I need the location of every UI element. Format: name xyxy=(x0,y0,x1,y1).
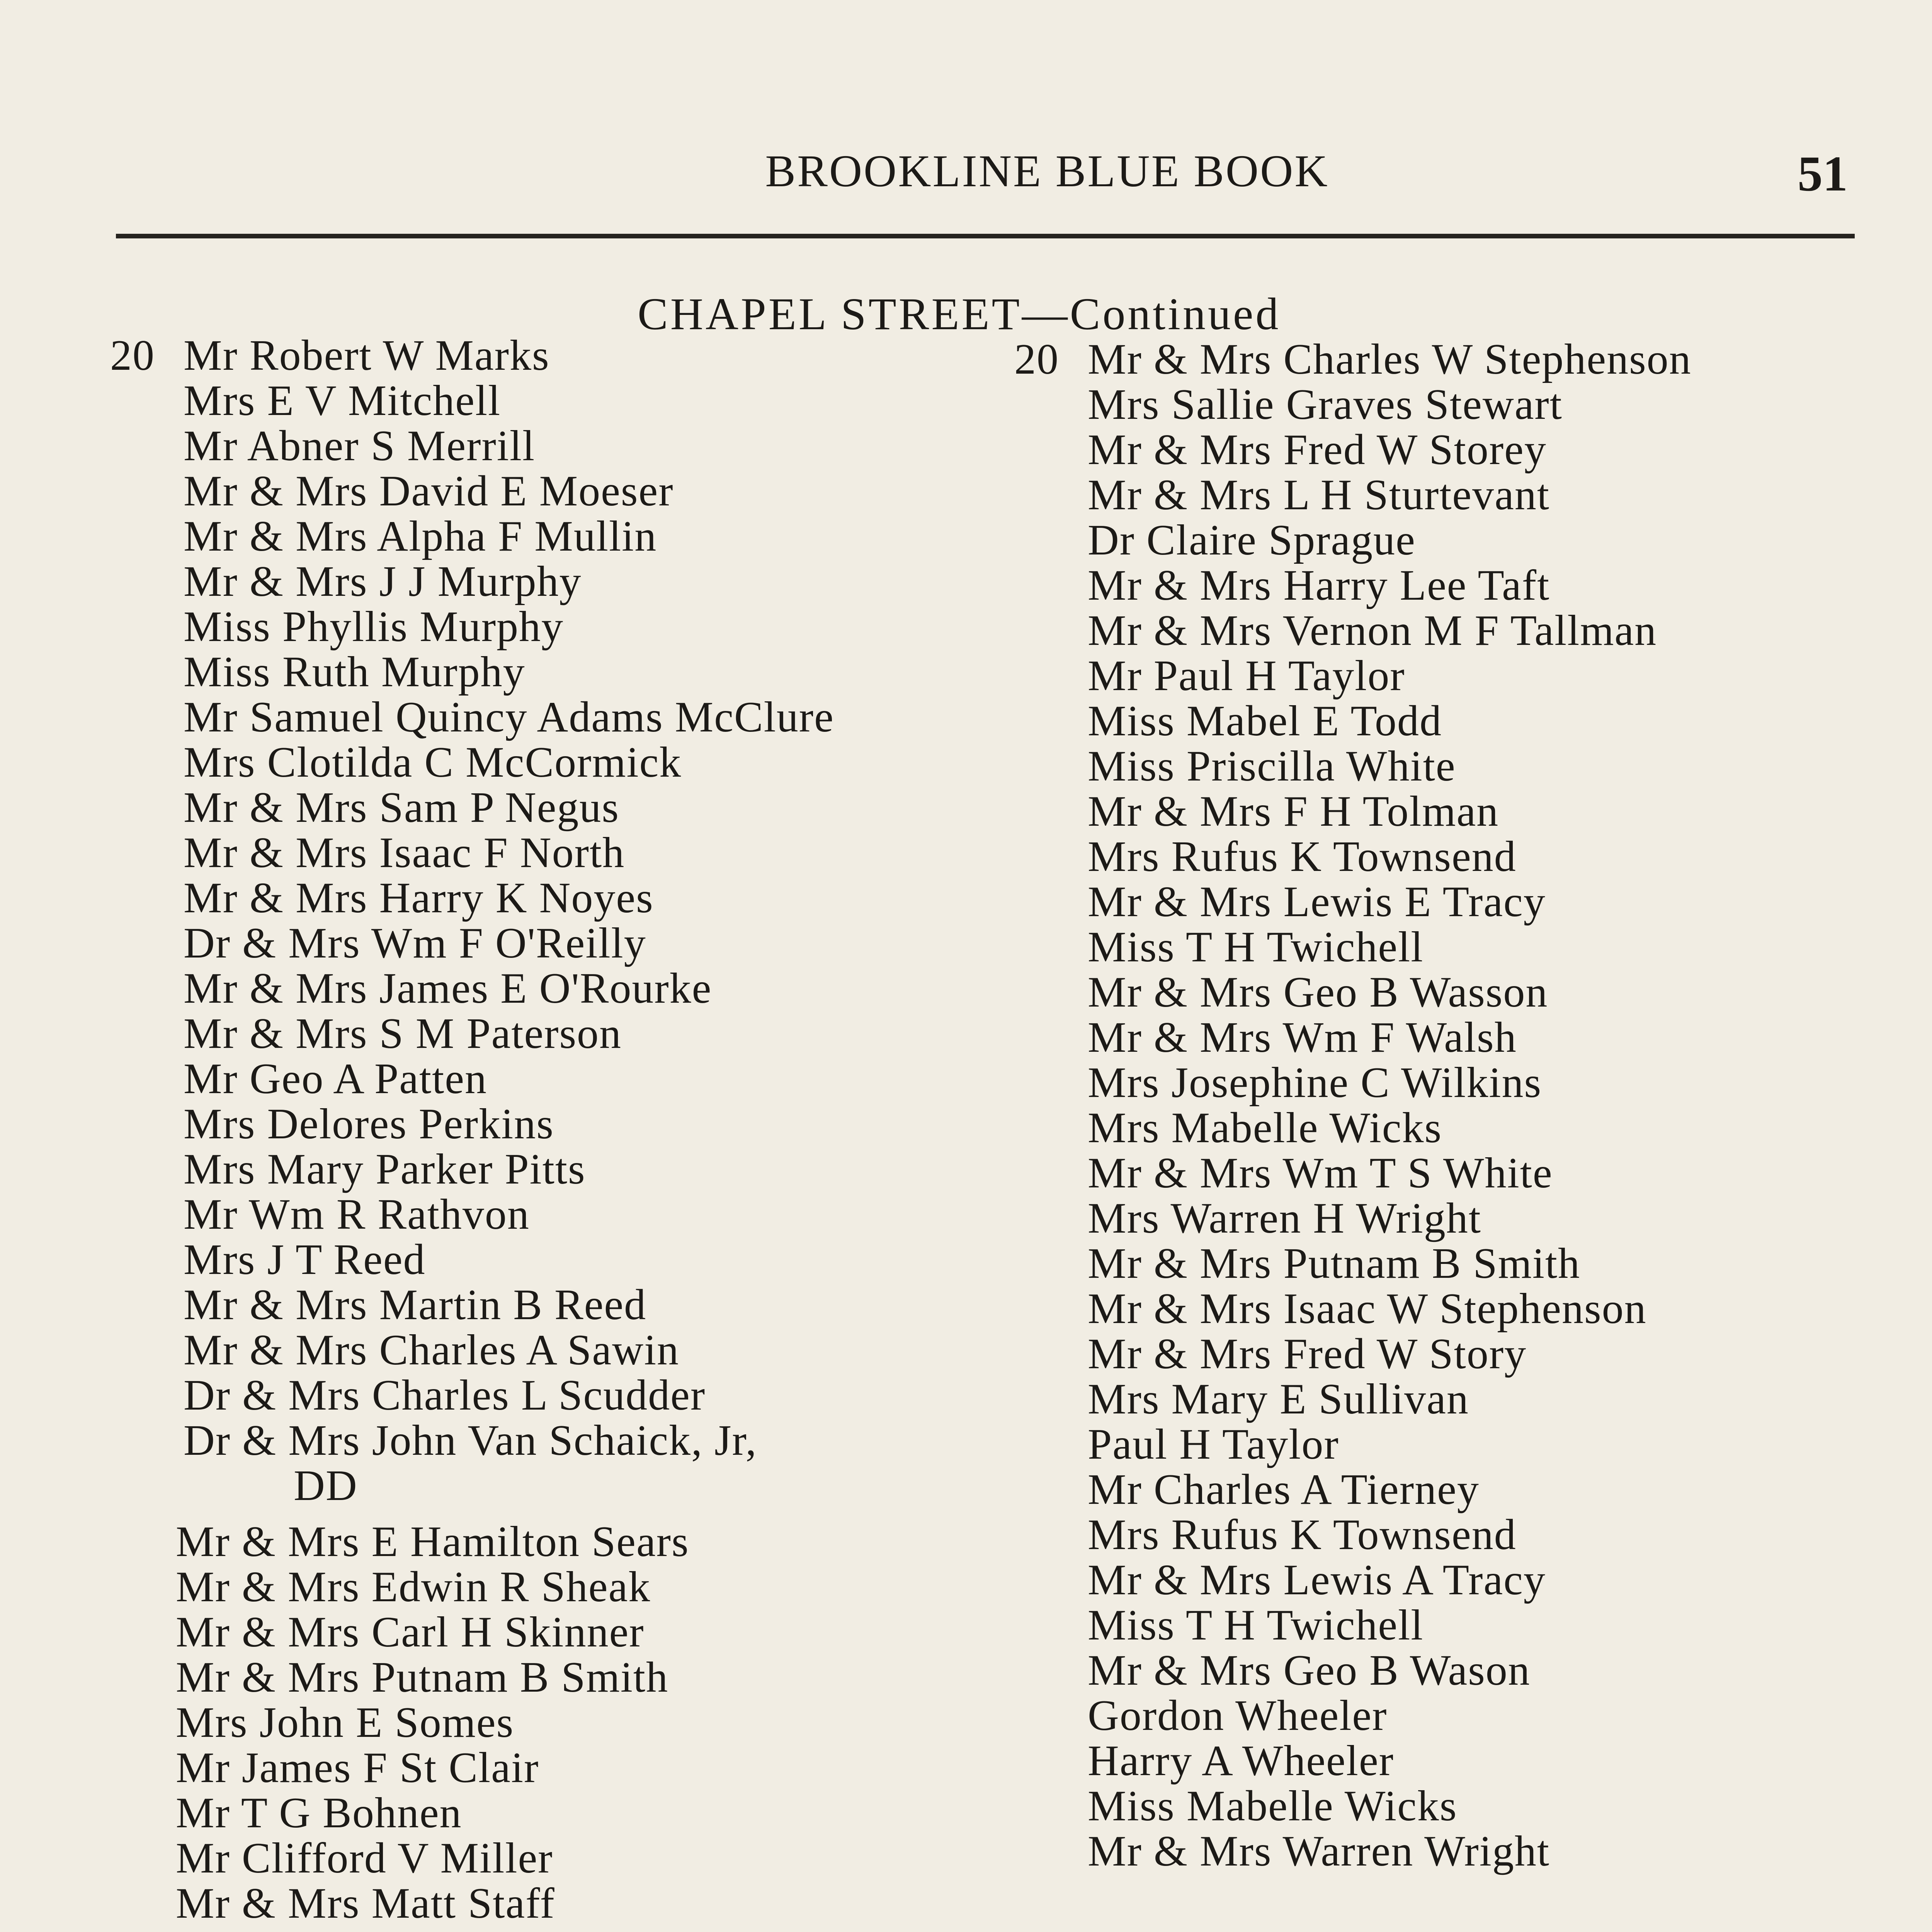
directory-entry: Mr T G Bohnen xyxy=(176,1789,462,1837)
directory-entry: Mr James F St Clair xyxy=(176,1744,539,1792)
resident-name: Mr & Mrs Warren Wright xyxy=(1088,1827,1550,1875)
directory-entry xyxy=(1014,789,1932,834)
directory-entry xyxy=(110,740,999,785)
resident-name: Miss T H Twichell xyxy=(1088,923,1424,971)
resident-name: Mr & Mrs F H Tolman xyxy=(1088,787,1499,835)
directory-entry xyxy=(1014,1467,1932,1512)
directory-entry xyxy=(1014,744,1932,789)
directory-entry xyxy=(1014,563,1932,608)
directory-entry: Mr Clifford V Miller xyxy=(176,1834,553,1882)
directory-entry xyxy=(110,1147,999,1192)
directory-entry xyxy=(110,559,999,604)
directory-entry xyxy=(110,378,999,423)
resident-name: Dr & Mrs John Van Schaick, Jr, xyxy=(184,1417,757,1464)
resident-name: Mrs Josephine C Wilkins xyxy=(1088,1059,1542,1107)
directory-entry xyxy=(110,695,999,740)
resident-name: Mr Samuel Quincy Adams McClure xyxy=(184,693,834,741)
directory-entry xyxy=(1014,699,1932,744)
directory-entry xyxy=(110,650,999,695)
resident-name: Mr & Mrs Geo B Wason xyxy=(1088,1646,1531,1694)
directory-entry xyxy=(1014,608,1932,653)
resident-name: Mr & Mrs Martin B Reed xyxy=(184,1281,647,1329)
resident-name: Mr & Mrs Charles A Sawin xyxy=(184,1326,680,1374)
resident-name: Mr & Mrs Geo B Wasson xyxy=(1088,968,1548,1016)
resident-name: Mr & Mrs Alpha F Mullin xyxy=(184,512,657,560)
resident-name: Mr & Mrs Lewis A Tracy xyxy=(1088,1556,1546,1604)
resident-name: Mr Charles A Tierney xyxy=(1088,1466,1480,1514)
resident-name: Miss Mabel E Todd xyxy=(1088,697,1442,745)
resident-name: Mr & Mrs Harry K Noyes xyxy=(184,874,654,922)
directory-entry xyxy=(1014,1241,1932,1286)
directory-entry xyxy=(110,966,999,1011)
resident-name: Mrs Warren H Wright xyxy=(1088,1194,1481,1242)
header-rule xyxy=(116,234,1855,238)
resident-name: Dr Claire Sprague xyxy=(1088,516,1416,564)
resident-name: Mr & Mrs L H Sturtevant xyxy=(1088,471,1550,519)
resident-name: Miss Ruth Murphy xyxy=(184,648,526,696)
directory-entry: Mr & Mrs Edwin R Sheak xyxy=(176,1563,651,1611)
resident-name: Mrs Rufus K Townsend xyxy=(1088,1511,1517,1559)
resident-name: Gordon Wheeler xyxy=(1088,1692,1388,1740)
directory-entry xyxy=(1014,1105,1932,1151)
directory-entry xyxy=(1014,1558,1932,1603)
directory-entry xyxy=(110,1373,999,1418)
resident-name: Dr & Mrs Wm F O'Reilly xyxy=(184,919,646,967)
directory-entry: Mr & Mrs Matt Staff xyxy=(176,1879,555,1927)
directory-entry xyxy=(110,604,999,650)
resident-name: Mr Geo A Patten xyxy=(184,1055,487,1103)
resident-name: Mr Wm R Rathvon xyxy=(184,1190,530,1238)
directory-entry xyxy=(1014,1829,1932,1874)
directory-entry xyxy=(110,1237,999,1282)
directory-entry xyxy=(1014,1603,1932,1648)
chapel-left-column xyxy=(110,333,999,1463)
resident-name: Mrs Rufus K Townsend xyxy=(1088,833,1517,881)
resident-name: Miss Phyllis Murphy xyxy=(184,603,564,651)
resident-name: Mrs Clotilda C McCormick xyxy=(184,738,682,786)
resident-name: Mrs Delores Perkins xyxy=(184,1100,554,1148)
resident-name: Mr & Mrs Isaac F North xyxy=(184,829,625,877)
entry-continuation: DD xyxy=(294,1462,358,1510)
resident-name: Mr & Mrs Wm T S White xyxy=(1088,1149,1553,1197)
resident-name: Mrs Sallie Graves Stewart xyxy=(1088,381,1563,429)
resident-name: Mr & Mrs Wm F Walsh xyxy=(1088,1014,1517,1061)
directory-entry xyxy=(1014,1151,1932,1196)
resident-name: Paul H Taylor xyxy=(1088,1420,1339,1468)
running-head: BROOKLINE BLUE BOOK xyxy=(765,146,1329,196)
directory-entry: Mr & Mrs E Hamilton Sears xyxy=(176,1518,689,1566)
page-number: 51 xyxy=(1798,146,1848,202)
resident-name: Mr & Mrs Isaac W Stephenson xyxy=(1088,1285,1647,1333)
directory-entry xyxy=(1014,518,1932,563)
resident-name: Mr & Mrs Charles W Stephenson xyxy=(1088,335,1692,383)
resident-name: Mr & Mrs Lewis E Tracy xyxy=(1088,878,1546,926)
resident-name: Mrs Mary Parker Pitts xyxy=(184,1145,586,1193)
directory-entry xyxy=(110,1011,999,1056)
directory-entry xyxy=(1014,1738,1932,1784)
resident-name: Mr & Mrs Fred W Story xyxy=(1088,1330,1527,1378)
directory-entry xyxy=(110,876,999,921)
directory-entry xyxy=(110,423,999,469)
resident-name: Miss Mabelle Wicks xyxy=(1088,1782,1458,1830)
directory-entry xyxy=(110,1102,999,1147)
resident-name: Mrs Mabelle Wicks xyxy=(1088,1104,1442,1152)
resident-name: Mr & Mrs James E O'Rourke xyxy=(184,964,712,1012)
house-number: 20 xyxy=(110,332,155,379)
directory-entry xyxy=(1014,653,1932,699)
chapel-left-column-cont xyxy=(176,1519,1026,1926)
chapel-right-column xyxy=(1014,337,1932,1874)
resident-name: Mr Abner S Merrill xyxy=(184,422,536,470)
directory-entry xyxy=(1014,1422,1932,1467)
directory-entry xyxy=(110,1056,999,1102)
resident-name: Miss Priscilla White xyxy=(1088,742,1456,790)
resident-name: Mrs E V Mitchell xyxy=(184,377,501,425)
directory-entry xyxy=(1014,834,1932,879)
directory-entry: Mrs John E Somes xyxy=(176,1699,514,1747)
directory-entry xyxy=(1014,879,1932,925)
directory-entry xyxy=(110,785,999,830)
resident-name: Mr & Mrs S M Paterson xyxy=(184,1010,622,1058)
resident-name: Mr & Mrs Sam P Negus xyxy=(184,784,619,832)
resident-name: Mr & Mrs Fred W Storey xyxy=(1088,426,1547,474)
directory-entry xyxy=(110,1192,999,1237)
resident-name: Mr & Mrs Vernon M F Tallman xyxy=(1088,607,1657,655)
directory-entry xyxy=(1014,337,1932,382)
resident-name: Mr & Mrs J J Murphy xyxy=(184,558,582,605)
resident-name: Mr Paul H Taylor xyxy=(1088,652,1405,700)
directory-entry xyxy=(1014,1286,1932,1332)
directory-entry xyxy=(1014,970,1932,1015)
directory-entry xyxy=(110,333,999,378)
section-heading-chapel-street: CHAPEL STREET—Continued xyxy=(638,289,1281,339)
directory-entry xyxy=(110,1418,999,1463)
directory-entry xyxy=(110,830,999,876)
resident-name: Mr & Mrs Putnam B Smith xyxy=(1088,1240,1581,1287)
house-number: 20 xyxy=(1014,335,1059,383)
directory-entry xyxy=(1014,473,1932,518)
directory-entry xyxy=(1014,1512,1932,1558)
directory-entry xyxy=(1014,427,1932,473)
directory-entry: Mr & Mrs Carl H Skinner xyxy=(176,1608,645,1656)
directory-entry xyxy=(1014,1332,1932,1377)
directory-entry xyxy=(110,921,999,966)
directory-entry xyxy=(1014,1648,1932,1693)
directory-entry xyxy=(1014,382,1932,427)
resident-name: Mr Robert W Marks xyxy=(184,332,550,379)
resident-name: Dr & Mrs Charles L Scudder xyxy=(184,1371,706,1419)
resident-name: Mrs Mary E Sullivan xyxy=(1088,1375,1469,1423)
directory-entry xyxy=(110,1328,999,1373)
resident-name: Harry A Wheeler xyxy=(1088,1737,1394,1785)
resident-name: Mr & Mrs Harry Lee Taft xyxy=(1088,561,1550,609)
directory-entry xyxy=(1014,1784,1932,1829)
resident-name: Mrs J T Reed xyxy=(184,1236,426,1284)
directory-entry xyxy=(110,469,999,514)
resident-name: Mr & Mrs David E Moeser xyxy=(184,467,674,515)
directory-entry xyxy=(1014,1196,1932,1241)
directory-entry xyxy=(1014,1060,1932,1105)
directory-entry xyxy=(1014,1377,1932,1422)
directory-entry xyxy=(110,514,999,559)
resident-name: Miss T H Twichell xyxy=(1088,1601,1424,1649)
directory-entry xyxy=(1014,1693,1932,1738)
directory-entry xyxy=(1014,925,1932,970)
directory-entry: Mr & Mrs Putnam B Smith xyxy=(176,1653,669,1701)
directory-entry xyxy=(1014,1015,1932,1060)
directory-entry xyxy=(110,1282,999,1328)
